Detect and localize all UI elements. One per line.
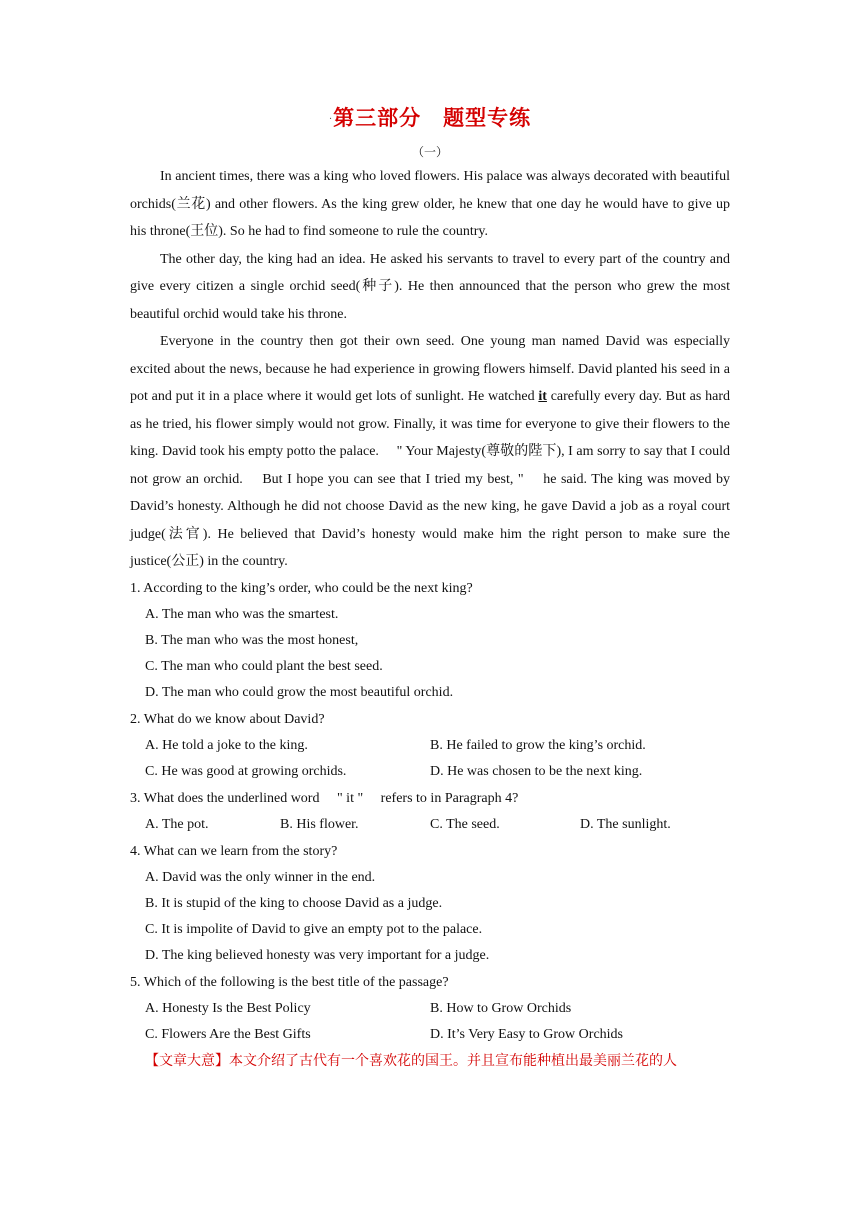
- question-1-option-b: B. The man who was the most honest,: [145, 632, 359, 648]
- question-4-option-c: C. It is impolite of David to give an empty pot to the palace.: [145, 922, 483, 938]
- document-page: [130, 100, 730, 1076]
- question-1-stem: 1. According to the king’s order, who could be the next king?: [130, 580, 473, 596]
- question-2-option-b: B. He failed to grow the king’s orchid.: [430, 737, 646, 753]
- question-3-option-b: B. His flower.: [280, 817, 359, 833]
- question-3-row: [145, 812, 730, 838]
- question-5-row-1: [145, 996, 730, 1022]
- question-1-option-a: A. The man who was the smartest.: [145, 606, 339, 622]
- question-2-option-a: A. He told a joke to the king.: [145, 737, 308, 753]
- question-5-option-a: A. Honesty Is the Best Policy: [145, 1000, 311, 1016]
- passage: [130, 163, 730, 576]
- question-3-stem: 3. What does the underlined word " it " refers to in Paragraph 4?: [130, 791, 519, 807]
- question-2-row-2: [145, 759, 730, 785]
- question-5-option-c: C. Flowers Are the Best Gifts: [145, 1026, 311, 1042]
- section-label: （一）: [411, 145, 448, 159]
- question-2-option-d: D. He was chosen to be the next king.: [430, 763, 643, 779]
- question-1-option-c: C. The man who could plant the best seed.: [145, 659, 383, 675]
- passage-paragraph-2: The other day, the king had an idea. He asked his servants to travel to every part of the country and give every citizen a single orchid seed(种子). He then announced that the person who grew the most beautiful orchid would take his throne.: [130, 251, 730, 322]
- question-2-option-c: C. He was good at growing orchids.: [145, 763, 347, 779]
- question-2-stem: 2. What do we know about David?: [130, 711, 325, 727]
- question-4-option-d: D. The king believed honesty was very important for a judge.: [145, 948, 490, 964]
- title-dot: ·: [328, 114, 334, 126]
- question-4-stem: 4. What can we learn from the story?: [130, 843, 338, 859]
- passage-paragraph-3: [130, 328, 730, 576]
- question-1-option-d: D. The man who could grow the most beautiful orchid.: [145, 685, 454, 701]
- question-5-stem: 5. Which of the following is the best title of the passage?: [130, 974, 449, 990]
- title-text: 第三部分 题型专练: [333, 106, 532, 130]
- question-3-option-c: C. The seed.: [430, 817, 500, 833]
- question-2-row-1: [145, 733, 730, 759]
- question-5-option-d: D. It’s Very Easy to Grow Orchids: [430, 1026, 623, 1042]
- paragraph-3-part-2: carefully every day. But as hard as he tried, his flower simply would not grow. Finally, it was time for everyone to give their flowers to the king. David took his empty potto the palace. " Your Majesty(尊敬的陛下), I am sorry to say that I could not grow an orchid. But I hope you can see that I tried my best, " he said. The king was moved by David’s honesty. Although he did not choose David as the new king, he gave David a job as a royal court judge(法官). He believed that David’s honesty would make him the right person to make sure the justice(公正) in the country.: [130, 389, 730, 569]
- paragraph-3-part-1: Everyone in the country then got their own seed. One young man named David was especially excited about the news, because he had experience in growing flowers himself. David planted his seed in a pot and put it in a place where it would get lots of sunlight. He watched: [130, 334, 730, 404]
- question-3-option-d: D. The sunlight.: [580, 817, 671, 833]
- question-3-option-a: A. The pot.: [145, 817, 209, 833]
- passage-paragraph-1: In ancient times, there was a king who loved flowers. His palace was always decorated with beautiful orchids(兰花) and other flowers. As the king grew older, he knew that one day he would have to give up his throne(王位). So he had to find someone to rule the country.: [130, 169, 730, 239]
- page-title: [130, 100, 730, 136]
- question-5-option-b: B. How to Grow Orchids: [430, 1000, 572, 1016]
- article-summary: 【文章大意】本文介绍了古代有一个喜欢花的国王。并且宣布能种植出最美丽兰花的人: [145, 1054, 677, 1070]
- question-5-row-2: [145, 1022, 730, 1048]
- question-4-option-a: A. David was the only winner in the end.: [145, 869, 376, 885]
- question-4-option-b: B. It is stupid of the king to choose David as a judge.: [145, 895, 443, 911]
- questions: [130, 576, 730, 1049]
- underlined-word: it: [538, 389, 547, 404]
